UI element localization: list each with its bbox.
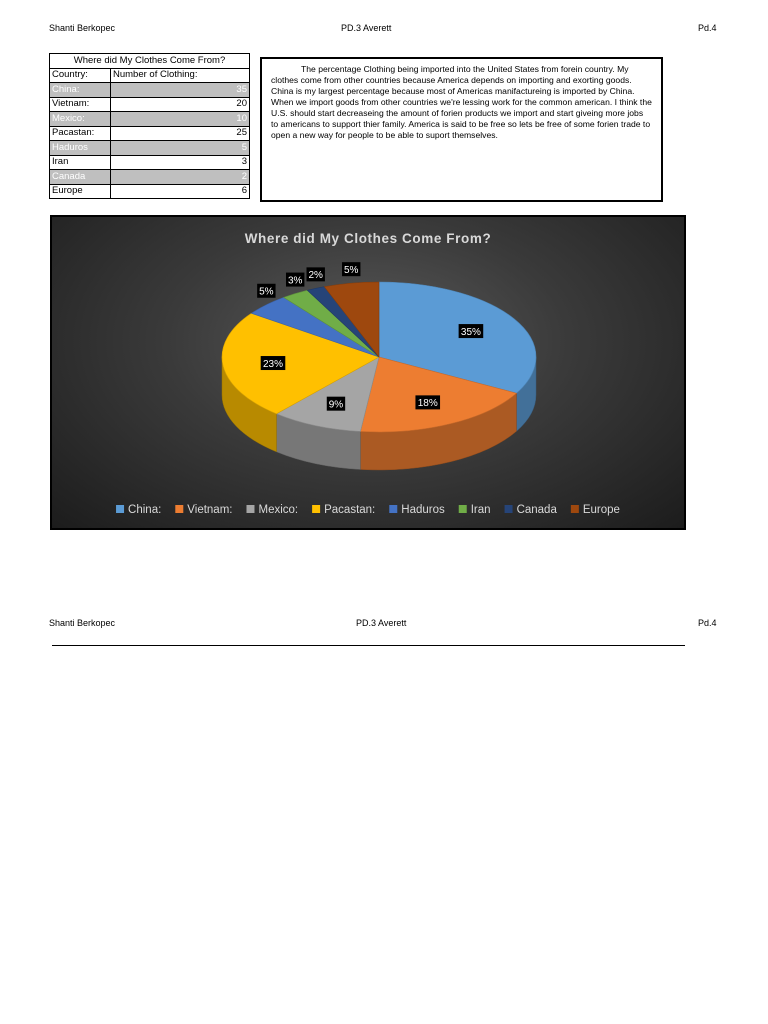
table-cell-country: Mexico: xyxy=(50,112,111,127)
table-cell-country: Haduros xyxy=(50,141,111,156)
header-class: PD.3 Averett xyxy=(341,23,392,33)
legend-swatch-3 xyxy=(312,505,320,513)
table-row xyxy=(50,83,250,98)
chart-title: Where did My Clothes Come From? xyxy=(244,231,492,246)
data-label-4: 5% xyxy=(259,286,274,298)
table-cell-count: 5 xyxy=(111,141,250,156)
table-header-country: Country: xyxy=(50,68,111,83)
table-cell-country: Iran xyxy=(50,155,111,170)
data-label-3: 23% xyxy=(262,358,283,370)
footer-period: Pd.4 xyxy=(698,618,717,628)
legend-label-2: Mexico: xyxy=(258,504,299,516)
table-cell-count: 35 xyxy=(111,83,250,98)
essay-text: The percentage Clothing being imported into the United States from forein country. My clothes come from other countries because America depends on importing and exorting goods. China is my largest percentage because most of Americas manifactureing is imported by China. When we import goods from other countries we're lessing work for the common american. I think the U.S. should start decreaseing the amount of forien products we import and start giveing more jobs to americans to support thier family. America is said to be free so lets be free of some forien trade to open a new way for people to be able to suport themselves. xyxy=(271,64,652,140)
legend-swatch-1 xyxy=(175,505,183,513)
table-cell-count: 25 xyxy=(111,126,250,141)
table-cell-country: Canada xyxy=(50,170,111,185)
header-period: Pd.4 xyxy=(698,23,717,33)
data-label-1: 18% xyxy=(417,398,438,410)
table-cell-count: 6 xyxy=(111,184,250,199)
chart-legend xyxy=(116,504,620,516)
legend-label-6: Canada xyxy=(516,504,557,516)
legend-swatch-7 xyxy=(571,505,579,513)
legend-label-7: Europe xyxy=(582,504,620,516)
pie-chart-svg xyxy=(52,217,684,528)
legend-label-4: Haduros xyxy=(401,504,445,516)
table-cell-count: 2 xyxy=(111,170,250,185)
divider-line xyxy=(52,645,685,646)
legend-swatch-2 xyxy=(246,505,254,513)
table-cell-count: 3 xyxy=(111,155,250,170)
table-cell-count: 10 xyxy=(111,112,250,127)
table-cell-country: Europe xyxy=(50,184,111,199)
clothing-table xyxy=(49,53,250,199)
legend-swatch-6 xyxy=(505,505,513,513)
table-cell-country: China: xyxy=(50,83,111,98)
table-cell-country: Vietnam: xyxy=(50,97,111,112)
data-label-6: 2% xyxy=(308,270,323,282)
legend-label-3: Pacastan: xyxy=(324,504,376,516)
table-row xyxy=(50,112,250,127)
legend-label-5: Iran xyxy=(470,504,491,516)
footer-student-name: Shanti Berkopec xyxy=(49,618,116,628)
table-header-count: Number of Clothing: xyxy=(111,68,250,83)
table-cell-count: 20 xyxy=(111,97,250,112)
pie-chart xyxy=(50,215,686,530)
data-label-0: 35% xyxy=(460,326,481,338)
table-row xyxy=(50,170,250,185)
table-cell-country: Pacastan: xyxy=(50,126,111,141)
table-title: Where did My Clothes Come From? xyxy=(50,54,250,69)
legend-swatch-4 xyxy=(389,505,397,513)
table-row xyxy=(50,184,250,199)
footer-class: PD.3 Averett xyxy=(356,618,407,628)
legend-swatch-5 xyxy=(459,505,467,513)
header-student-name: Shanti Berkopec xyxy=(49,23,116,33)
data-label-7: 5% xyxy=(344,264,359,276)
table-row xyxy=(50,155,250,170)
table-row xyxy=(50,97,250,112)
data-label-5: 3% xyxy=(287,275,303,287)
legend-swatch-0 xyxy=(116,505,124,513)
essay-box xyxy=(260,57,663,202)
table-row xyxy=(50,126,250,141)
legend-label-0: China: xyxy=(128,504,162,516)
legend-label-1: Vietnam: xyxy=(187,504,233,516)
table-row xyxy=(50,141,250,156)
data-label-2: 9% xyxy=(328,399,344,411)
